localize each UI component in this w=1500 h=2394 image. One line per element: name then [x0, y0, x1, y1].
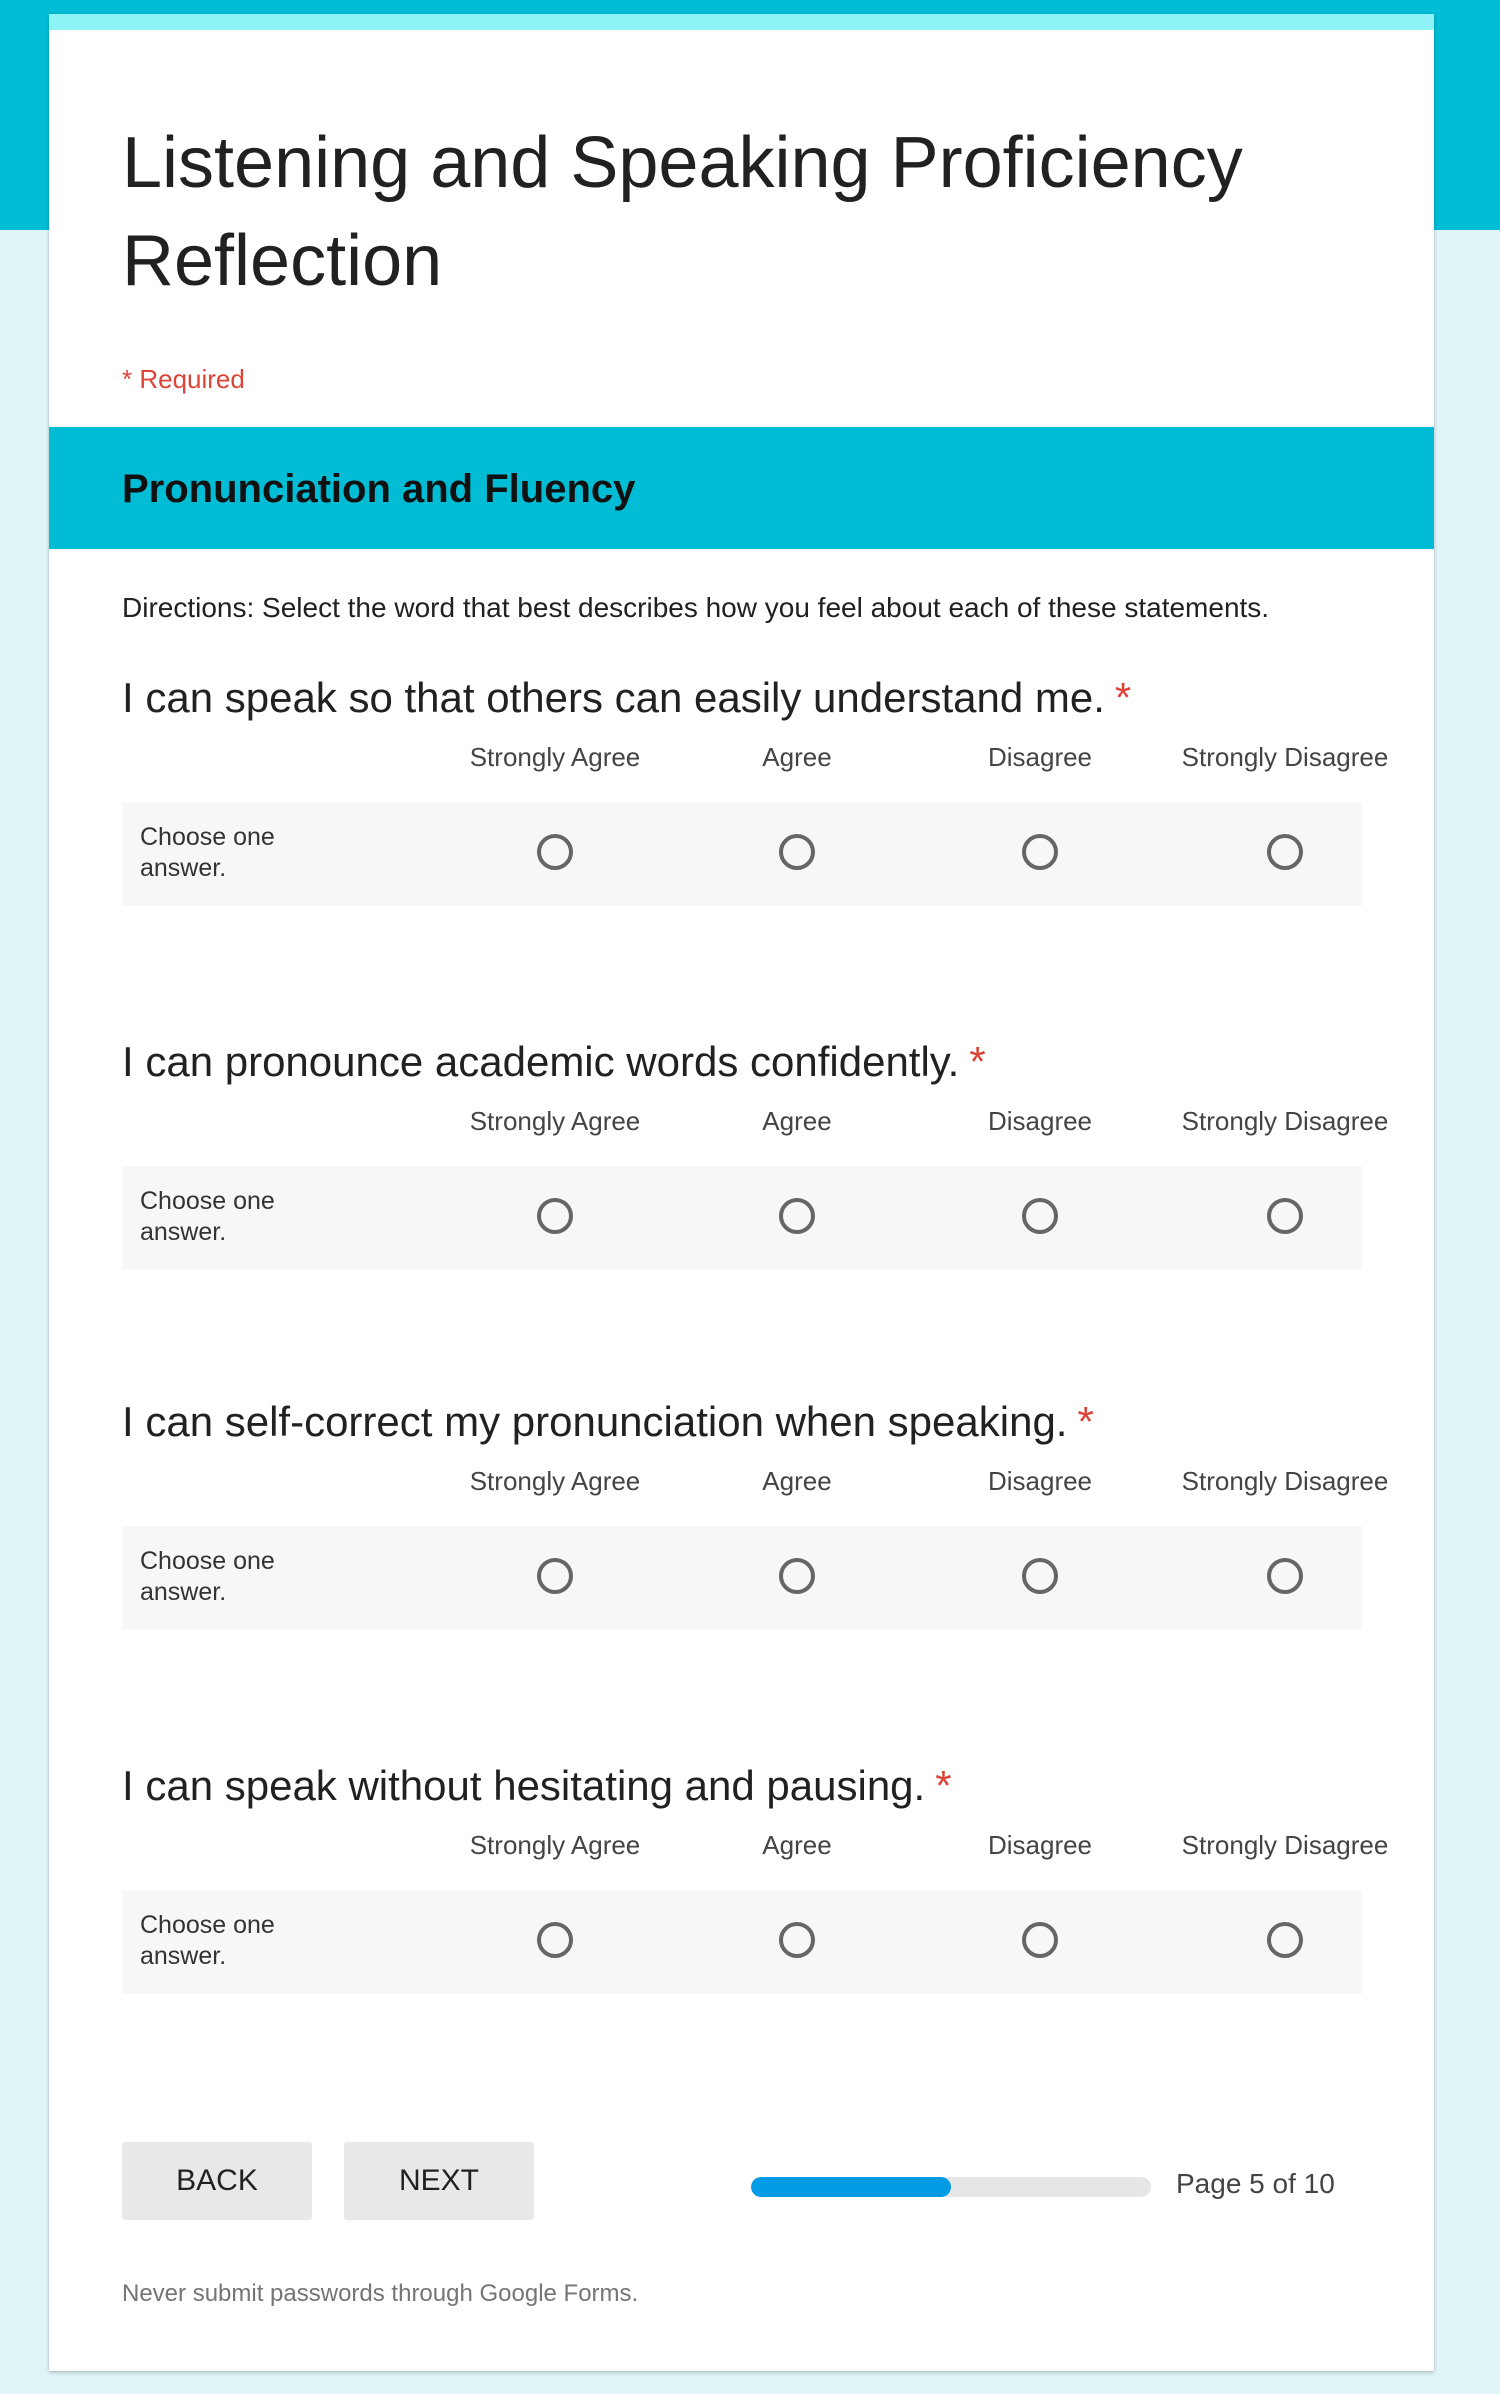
scale-label-strongly-agree: Strongly Agree: [469, 1466, 641, 1496]
scale-label-strongly-agree: Strongly Agree: [469, 742, 641, 772]
scale-label-disagree: Disagree: [987, 1106, 1093, 1136]
answer-row: [122, 1166, 1362, 1270]
question-3: [122, 1396, 1389, 1630]
scale-label-agree: Agree: [762, 1830, 832, 1860]
question-title: [122, 1760, 1362, 1812]
radio-disagree[interactable]: [1022, 1922, 1058, 1958]
radio-agree[interactable]: [779, 1198, 815, 1234]
radio-disagree[interactable]: [1022, 834, 1058, 870]
question-text: I can speak without hesitating and pausing.: [122, 1762, 926, 1809]
radio-disagree[interactable]: [1022, 1558, 1058, 1594]
radio-strongly-agree[interactable]: [537, 1198, 573, 1234]
row-label: Choose one answer.: [140, 1547, 275, 1606]
question-1: [122, 672, 1389, 906]
row-label: Choose one answer.: [140, 823, 275, 882]
question-title: [122, 1036, 1362, 1088]
radio-disagree[interactable]: [1022, 1198, 1058, 1234]
question-text: I can speak so that others can easily understand me.: [122, 674, 1105, 721]
scale-label-agree: Agree: [762, 1106, 832, 1136]
scale-header-row: [122, 1830, 1389, 1890]
radio-strongly-disagree[interactable]: [1267, 834, 1303, 870]
radio-strongly-disagree[interactable]: [1267, 1198, 1303, 1234]
required-asterisk: *: [1114, 674, 1132, 721]
question-text: I can self-correct my pronunciation when speaking.: [122, 1398, 1068, 1445]
question-text: I can pronounce academic words confidently.: [122, 1038, 960, 1085]
answer-row: [122, 802, 1362, 906]
scale-label-disagree: Disagree: [987, 1466, 1093, 1496]
radio-agree[interactable]: [779, 1558, 815, 1594]
question-2: [122, 1036, 1389, 1270]
page-indicator: Page 5 of 10: [1176, 2168, 1335, 2199]
back-button[interactable]: BACK: [122, 2142, 312, 2220]
radio-agree[interactable]: [779, 834, 815, 870]
row-label: Choose one answer.: [140, 1187, 275, 1246]
directions-text: Directions: Select the word that best describes how you feel about each of these statements.: [122, 592, 1270, 623]
required-asterisk: *: [935, 1762, 952, 1809]
scale-label-strongly-disagree: Strongly Disagree: [1181, 1466, 1389, 1496]
scale-label-strongly-agree: Strongly Agree: [469, 1830, 641, 1860]
scale-label-agree: Agree: [762, 1466, 832, 1496]
progress-bar-fill: [751, 2177, 951, 2197]
radio-strongly-agree[interactable]: [537, 834, 573, 870]
section-title: Pronunciation and Fluency: [122, 467, 636, 511]
radio-strongly-disagree[interactable]: [1267, 1558, 1303, 1594]
required-note: * Required: [122, 364, 245, 394]
radio-strongly-disagree[interactable]: [1267, 1922, 1303, 1958]
row-label: Choose one answer.: [140, 1911, 275, 1970]
scale-label-disagree: Disagree: [987, 742, 1093, 772]
scale-header-row: [122, 1466, 1389, 1526]
question-4: [122, 1760, 1389, 1994]
required-asterisk: *: [969, 1038, 986, 1085]
scale-label-disagree: Disagree: [987, 1830, 1093, 1860]
section-header: [49, 427, 1434, 549]
scale-header-row: [122, 1106, 1389, 1166]
scale-label-strongly-disagree: Strongly Disagree: [1181, 1106, 1389, 1136]
radio-agree[interactable]: [779, 1922, 815, 1958]
answer-row: [122, 1526, 1362, 1630]
question-title: [122, 672, 1362, 724]
form-card: [49, 14, 1434, 2371]
scale-label-strongly-agree: Strongly Agree: [469, 1106, 641, 1136]
scale-header-row: [122, 742, 1389, 802]
scale-label-strongly-disagree: Strongly Disagree: [1181, 1830, 1389, 1860]
radio-strongly-agree[interactable]: [537, 1558, 573, 1594]
answer-row: [122, 1890, 1362, 1994]
scale-label-strongly-disagree: Strongly Disagree: [1181, 742, 1389, 772]
question-title: [122, 1396, 1362, 1448]
radio-strongly-agree[interactable]: [537, 1922, 573, 1958]
card-top-strip: [49, 14, 1434, 30]
progress-bar: [751, 2177, 1151, 2197]
next-button[interactable]: NEXT: [344, 2142, 534, 2220]
required-asterisk: *: [1077, 1398, 1094, 1445]
form-title: Listening and Speaking Proficiency Reflection: [122, 123, 1243, 301]
password-warning: Never submit passwords through Google Forms.: [122, 2280, 639, 2307]
scale-label-agree: Agree: [762, 742, 832, 772]
